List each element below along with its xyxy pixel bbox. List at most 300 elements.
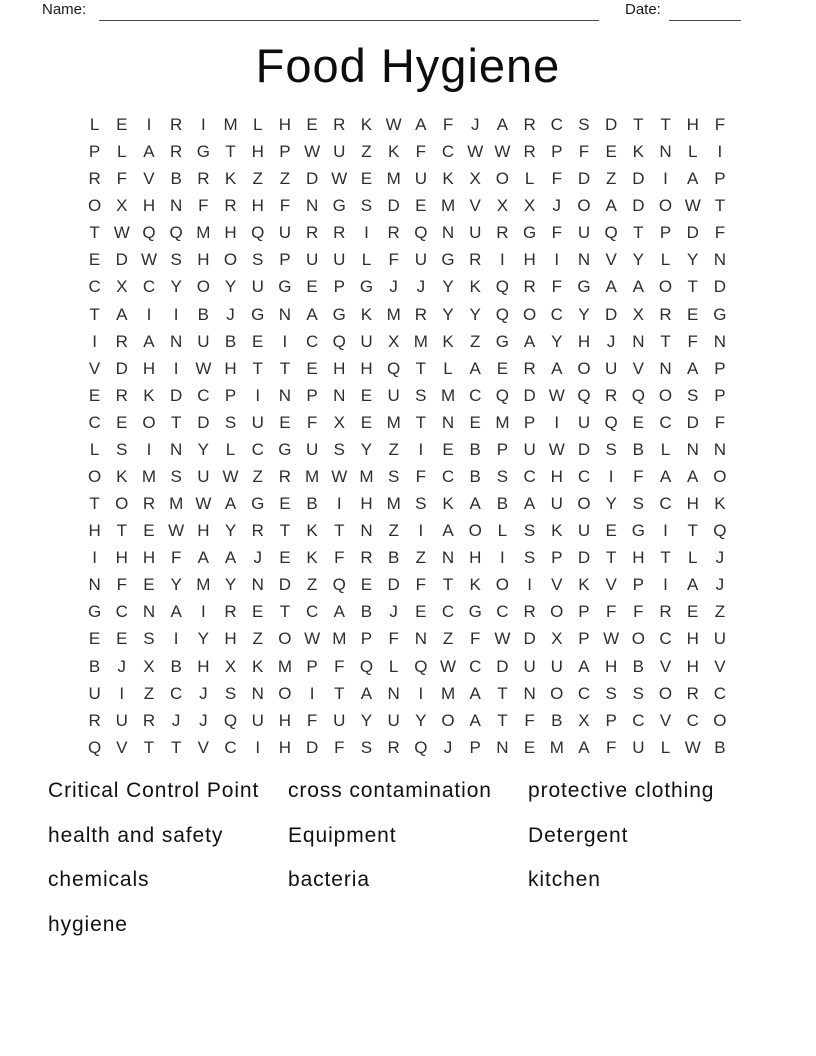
grid-letter: P	[578, 602, 590, 622]
grid-letter: V	[659, 656, 672, 676]
grid-letter: N	[441, 412, 455, 432]
grid-letter: N	[360, 521, 373, 541]
grid-letter: K	[360, 304, 373, 324]
grid-letter: O	[713, 467, 727, 487]
grid-letter: T	[170, 412, 182, 432]
name-label: Name:	[42, 1, 87, 18]
grid-letter: N	[659, 142, 672, 162]
grid-letter: H	[142, 358, 156, 378]
grid-letter: S	[415, 385, 427, 405]
grid-letter: U	[550, 494, 563, 514]
grid-letter: N	[414, 629, 427, 649]
grid-letter: U	[469, 223, 482, 243]
grid-letter: B	[632, 656, 645, 676]
grid-letter: P	[578, 629, 590, 649]
grid-letter: L	[497, 521, 508, 541]
grid-letter: K	[252, 656, 264, 676]
grid-letter: N	[251, 683, 264, 703]
grid-letter: O	[87, 196, 102, 216]
grid-letter: O	[631, 629, 645, 649]
grid-letter: R	[142, 494, 156, 514]
grid-letter: D	[605, 115, 618, 134]
grid-letter: P	[523, 412, 536, 432]
grid-letter: I	[663, 575, 668, 595]
grid-letter: Y	[224, 575, 237, 595]
grid-letter: G	[631, 521, 645, 541]
grid-letter: F	[388, 250, 399, 270]
grid-letter: Y	[170, 575, 182, 595]
grid-letter: H	[251, 196, 264, 216]
grid-letter: A	[469, 358, 481, 378]
grid-letter: T	[170, 737, 182, 757]
grid-letter: G	[196, 142, 210, 162]
grid-letter: F	[334, 548, 345, 568]
grid-letter: W	[494, 142, 511, 162]
grid-letter: D	[686, 412, 699, 432]
grid-letter: N	[251, 575, 264, 595]
grid-letter: N	[142, 602, 156, 622]
grid-letter: W	[195, 358, 212, 378]
grid-letter: Q	[414, 223, 428, 243]
grid-letter: Y	[551, 331, 563, 351]
grid-letter: H	[360, 358, 373, 378]
grid-letter: F	[116, 575, 127, 595]
grid-letter: W	[684, 196, 701, 216]
grid-letter: Q	[251, 223, 265, 243]
grid-letter: W	[168, 521, 185, 541]
grid-letter: O	[196, 277, 210, 297]
grid-letter: H	[224, 629, 237, 649]
grid-letter: G	[468, 602, 482, 622]
grid-letter: R	[224, 602, 237, 622]
grid-letter: I	[119, 683, 125, 703]
grid-letter: M	[386, 169, 401, 189]
grid-letter: R	[387, 223, 400, 243]
grid-letter: T	[334, 521, 345, 541]
grid-letter: R	[88, 169, 101, 189]
grid-letter: F	[388, 629, 399, 649]
grid-letter: H	[251, 142, 264, 162]
grid-letter: W	[304, 629, 321, 649]
grid-letter: W	[467, 142, 484, 162]
grid-letter: F	[524, 710, 535, 730]
grid-letter: I	[282, 331, 288, 351]
word-list-column	[48, 769, 288, 947]
grid-letter: R	[305, 223, 319, 243]
grid-letter: B	[714, 737, 726, 757]
grid-letter: X	[469, 169, 481, 189]
grid-letter: Q	[604, 223, 618, 243]
grid-letter: E	[143, 575, 155, 595]
grid-letter: U	[523, 439, 536, 459]
grid-letter: H	[224, 223, 237, 243]
grid-letter: D	[387, 575, 400, 595]
grid-letter: N	[441, 548, 455, 568]
grid-letter: B	[360, 602, 373, 622]
grid-letter: S	[116, 439, 128, 459]
grid-letter: A	[687, 358, 699, 378]
grid-letter: X	[496, 196, 509, 216]
grid-letter: L	[117, 142, 127, 162]
grid-letter: A	[523, 331, 536, 351]
grid-letter: E	[252, 602, 264, 622]
grid-letter: F	[551, 169, 562, 189]
grid-letter: A	[170, 602, 182, 622]
grid-letter: S	[333, 439, 345, 459]
grid-letter: R	[523, 602, 536, 622]
grid-letter: P	[714, 169, 726, 189]
grid-letter: U	[577, 521, 591, 541]
grid-letter: I	[92, 548, 97, 568]
grid-letter: H	[360, 494, 373, 514]
grid-letter: M	[386, 304, 401, 324]
grid-letter: R	[523, 277, 536, 297]
grid-letter: U	[278, 223, 292, 243]
grid-letter: C	[713, 683, 727, 703]
grid-letter: H	[686, 656, 699, 676]
grid-letter: L	[252, 115, 263, 134]
grid-letter: B	[632, 439, 645, 459]
grid-letter: I	[146, 439, 152, 459]
grid-letter: U	[333, 710, 346, 730]
grid-letter: K	[224, 169, 237, 189]
grid-letter: L	[660, 737, 671, 757]
grid-letter: R	[115, 331, 128, 351]
grid-letter: Y	[360, 710, 373, 730]
grid-letter: P	[279, 142, 291, 162]
grid-letter: B	[496, 494, 509, 514]
grid-letter: R	[170, 115, 183, 134]
grid-letter: Z	[361, 142, 372, 162]
grid-letter: R	[333, 115, 346, 134]
grid-letter: B	[387, 548, 400, 568]
grid-letter: T	[660, 548, 671, 568]
grid-letter: N	[496, 737, 509, 757]
grid-letter: Q	[142, 223, 156, 243]
grid-letter: Y	[442, 304, 454, 324]
grid-letter: G	[441, 250, 455, 270]
grid-letter: P	[469, 737, 481, 757]
grid-letter: A	[632, 277, 645, 297]
grid-letter: P	[224, 385, 237, 405]
grid-letter: O	[495, 169, 510, 189]
grid-letter: W	[385, 115, 402, 134]
grid-letter: I	[418, 683, 424, 703]
grid-letter: A	[224, 494, 237, 514]
grid-letter: M	[549, 737, 564, 757]
grid-letter: U	[387, 710, 400, 730]
grid-letter: E	[605, 142, 617, 162]
grid-letter: D	[305, 737, 319, 757]
grid-letter: X	[333, 412, 345, 432]
grid-letter: M	[305, 467, 320, 487]
grid-letter: D	[115, 250, 128, 270]
grid-letter: J	[226, 304, 235, 324]
grid-letter: R	[659, 602, 672, 622]
grid-letter: N	[686, 439, 699, 459]
grid-letter: E	[279, 494, 291, 514]
grid-letter: L	[443, 358, 453, 378]
grid-letter: D	[496, 656, 509, 676]
grid-letter: N	[659, 358, 672, 378]
grid-letter: Q	[223, 710, 238, 730]
grid-letter: C	[577, 683, 591, 703]
grid-letter: D	[605, 304, 618, 324]
grid-letter: J	[117, 656, 127, 676]
grid-letter: B	[170, 656, 182, 676]
word-item: cross contamination	[288, 779, 492, 802]
grid-letter: U	[387, 385, 400, 405]
grid-letter: F	[415, 467, 427, 487]
grid-letter: J	[552, 196, 562, 216]
grid-letter: F	[714, 223, 726, 243]
grid-letter: F	[306, 412, 318, 432]
grid-letter: S	[578, 115, 590, 134]
grid-letter: K	[469, 277, 481, 297]
grid-letter: C	[550, 304, 563, 324]
grid-letter: Z	[388, 521, 399, 541]
grid-letter: R	[387, 737, 400, 757]
grid-letter: W	[494, 629, 511, 649]
grid-letter: E	[523, 737, 536, 757]
grid-letter: K	[632, 142, 645, 162]
grid-letter: L	[89, 115, 100, 134]
grid-letter: V	[197, 737, 210, 757]
grid-letter: Z	[442, 629, 454, 649]
grid-letter: P	[496, 439, 509, 459]
grid-letter: J	[389, 602, 398, 622]
grid-letter: C	[251, 439, 264, 459]
grid-letter: I	[418, 439, 424, 459]
grid-letter: K	[469, 575, 481, 595]
grid-letter: M	[196, 575, 211, 595]
grid-letter: D	[577, 548, 591, 568]
grid-letter: N	[305, 196, 319, 216]
grid-letter: E	[415, 196, 427, 216]
grid-letter: H	[550, 467, 563, 487]
grid-letter: A	[605, 277, 617, 297]
word-search-grid	[81, 111, 734, 761]
grid-letter: Z	[415, 548, 427, 568]
grid-letter: K	[306, 521, 318, 541]
grid-letter: E	[360, 169, 373, 189]
grid-letter: O	[115, 494, 129, 514]
grid-letter: E	[360, 412, 373, 432]
grid-letter: T	[225, 142, 236, 162]
grid-letter: Q	[631, 385, 645, 405]
grid-letter: M	[196, 223, 211, 243]
grid-letter: A	[360, 683, 373, 703]
grid-letter: F	[578, 142, 590, 162]
grid-letter: N	[170, 439, 183, 459]
grid-letter: Z	[252, 629, 263, 649]
grid-letter: R	[496, 223, 509, 243]
grid-letter: C	[305, 331, 319, 351]
grid-letter: L	[89, 439, 100, 459]
grid-letter: E	[469, 412, 481, 432]
grid-letter: S	[170, 250, 182, 270]
grid-letter: X	[387, 331, 400, 351]
grid-letter: D	[523, 629, 536, 649]
grid-letter: M	[386, 494, 401, 514]
grid-letter: O	[550, 602, 564, 622]
grid-letter: I	[309, 683, 315, 703]
grid-letter: T	[89, 494, 100, 514]
grid-letter: W	[548, 439, 565, 459]
grid-letter: E	[442, 439, 454, 459]
grid-letter: T	[89, 223, 100, 243]
grid-letter: D	[632, 196, 645, 216]
grid-letter: H	[469, 548, 482, 568]
grid-letter: Z	[252, 169, 263, 189]
grid-letter: U	[523, 656, 536, 676]
grid-letter: U	[632, 737, 645, 757]
grid-letter: F	[714, 115, 726, 134]
grid-letter: A	[496, 115, 509, 134]
grid-letter: J	[171, 710, 181, 730]
grid-letter: F	[687, 331, 698, 351]
grid-letter: A	[687, 169, 699, 189]
grid-letter: X	[632, 304, 645, 324]
grid-letter: S	[415, 494, 427, 514]
grid-letter: B	[306, 494, 318, 514]
grid-letter: R	[115, 385, 128, 405]
grid-letter: H	[605, 656, 618, 676]
grid-letter: O	[658, 385, 673, 405]
grid-letter: P	[605, 710, 617, 730]
grid-letter: M	[223, 115, 238, 134]
grid-letter: P	[714, 358, 726, 378]
grid-letter: F	[633, 467, 644, 487]
grid-letter: S	[632, 494, 645, 514]
grid-letter: T	[633, 223, 644, 243]
grid-letter: G	[87, 602, 102, 622]
grid-letter: Q	[713, 521, 727, 541]
grid-letter: U	[197, 467, 210, 487]
grid-letter: W	[304, 142, 321, 162]
grid-letter: O	[658, 196, 673, 216]
grid-letter: U	[577, 223, 591, 243]
grid-letter: A	[442, 521, 454, 541]
grid-letter: Y	[469, 304, 481, 324]
grid-letter: T	[334, 683, 345, 703]
grid-letter: E	[306, 277, 318, 297]
grid-letter: E	[632, 412, 645, 432]
grid-letter: Z	[143, 683, 155, 703]
grid-letter: W	[331, 169, 348, 189]
grid-letter: O	[468, 521, 482, 541]
grid-letter: D	[713, 277, 727, 297]
page-title: Food Hygiene	[255, 39, 561, 92]
grid-letter: E	[88, 250, 101, 270]
grid-letter: H	[523, 250, 536, 270]
grid-letter: F	[633, 602, 644, 622]
grid-letter: A	[605, 196, 617, 216]
grid-letter: U	[333, 250, 346, 270]
grid-letter: E	[116, 115, 128, 134]
grid-letter: K	[551, 521, 563, 541]
grid-letter: M	[332, 629, 347, 649]
grid-letter: W	[684, 737, 701, 757]
grid-letter: E	[116, 629, 128, 649]
grid-letter: A	[551, 358, 563, 378]
grid-letter: M	[386, 412, 401, 432]
grid-letter: O	[278, 629, 292, 649]
grid-letter: I	[255, 385, 261, 405]
grid-letter: F	[605, 602, 617, 622]
grid-letter: H	[197, 250, 210, 270]
grid-letter: E	[360, 385, 373, 405]
grid-letter: N	[170, 331, 183, 351]
grid-letter: N	[278, 385, 292, 405]
grid-letter: A	[523, 494, 536, 514]
grid-letter: Y	[605, 494, 617, 514]
grid-letter: F	[470, 629, 481, 649]
grid-letter: G	[522, 223, 537, 243]
grid-letter: R	[170, 142, 183, 162]
grid-letter: G	[359, 277, 374, 297]
grid-letter: C	[88, 412, 101, 432]
grid-letter: O	[495, 575, 510, 595]
grid-letter: V	[88, 358, 101, 378]
grid-letter: N	[713, 250, 727, 270]
grid-letter: L	[687, 142, 698, 162]
grid-letter: Q	[495, 385, 510, 405]
grid-letter: X	[224, 656, 237, 676]
grid-letter: W	[548, 385, 565, 405]
grid-letter: U	[305, 250, 319, 270]
grid-letter: E	[252, 331, 264, 351]
grid-letter: C	[441, 142, 455, 162]
grid-letter: V	[659, 710, 672, 730]
grid-letter: P	[88, 142, 101, 162]
grid-letter: X	[116, 277, 128, 297]
grid-letter: Y	[170, 277, 182, 297]
grid-letter: D	[278, 575, 292, 595]
grid-letter: G	[332, 196, 346, 216]
grid-letter: R	[360, 548, 373, 568]
grid-letter: N	[441, 223, 455, 243]
grid-letter: F	[415, 142, 427, 162]
grid-letter: T	[497, 683, 508, 703]
grid-letter: H	[88, 521, 101, 541]
grid-letter: N	[632, 331, 645, 351]
grid-letter: N	[523, 683, 536, 703]
grid-letter: J	[253, 548, 262, 568]
grid-letter: Y	[197, 629, 210, 649]
grid-letter: F	[306, 710, 318, 730]
grid-letter: G	[251, 494, 265, 514]
grid-letter: U	[360, 331, 373, 351]
grid-letter: Q	[495, 304, 510, 324]
grid-letter: G	[332, 304, 346, 324]
grid-letter: L	[524, 169, 535, 189]
grid-letter: I	[527, 575, 532, 595]
grid-letter: A	[687, 467, 699, 487]
grid-letter: O	[550, 683, 564, 703]
grid-letter: E	[687, 304, 699, 324]
grid-letter: N	[577, 250, 591, 270]
grid-letter: U	[197, 331, 210, 351]
grid-letter: H	[686, 629, 699, 649]
grid-letter: V	[116, 737, 128, 757]
grid-letter: J	[416, 277, 426, 297]
grid-letter: A	[687, 575, 699, 595]
grid-letter: S	[360, 737, 373, 757]
grid-letter: R	[197, 169, 210, 189]
grid-letter: P	[306, 656, 318, 676]
grid-letter: C	[632, 710, 645, 730]
